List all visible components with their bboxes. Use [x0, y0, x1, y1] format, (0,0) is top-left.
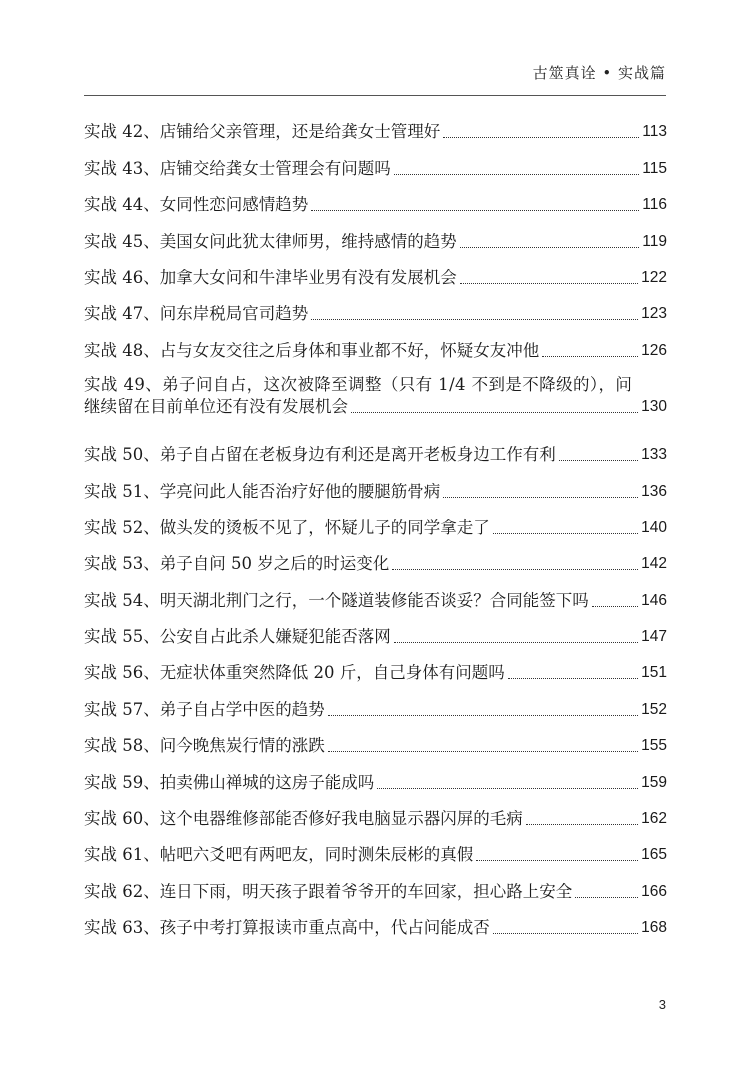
toc-entry-page: 119: [642, 232, 667, 250]
header-divider: [84, 95, 666, 96]
dot-leader: [592, 606, 638, 607]
dot-leader: [460, 247, 640, 248]
dot-leader: [493, 933, 638, 934]
toc-entry-page: 113: [642, 123, 667, 141]
toc-entry-page: 155: [641, 737, 667, 755]
toc-entry-page: 115: [642, 159, 667, 177]
page-number: 3: [658, 997, 666, 1012]
dot-leader: [311, 210, 639, 211]
toc-entry-title: 实战 61、帖吧六爻吧有两吧友，同时测朱辰彬的真假: [84, 845, 474, 865]
toc-entry-page: 142: [641, 555, 667, 573]
toc-entry[interactable]: [84, 763, 667, 799]
toc-entry-page: 152: [641, 700, 667, 718]
toc-entry-title: 实战 58、问今晚焦炭行情的涨跌: [84, 736, 325, 756]
toc-entry-title: 实战 55、公安自占此杀人嫌疑犯能否落网: [84, 627, 391, 647]
toc-entry[interactable]: [84, 436, 667, 472]
toc-entry[interactable]: [84, 149, 667, 185]
toc-entry-page: 123: [641, 305, 667, 323]
dot-leader: [394, 174, 640, 175]
toc-entry-title-line1: 实战 49、弟子问自占，这次被降至调整（只有 1/4 不到是不降级的），问: [84, 374, 633, 394]
toc-entry[interactable]: [84, 295, 667, 331]
toc-entry-page: 165: [641, 846, 667, 864]
dot-leader: [394, 642, 638, 643]
toc-entry[interactable]: [84, 472, 667, 508]
toc-entry-title: 实战 50、弟子自占留在老板身边有利还是离开老板身边工作有利: [84, 445, 556, 465]
toc-entry[interactable]: [84, 618, 667, 654]
toc-entry-page: 151: [641, 664, 667, 682]
toc-entry-title: 实战 57、弟子自占学中医的趋势: [84, 699, 325, 719]
toc-entry-title: 实战 46、加拿大女问和牛津毕业男有没有发展机会: [84, 267, 457, 287]
toc-entry-title: 实战 45、美国女问此犹太律师男，维持感情的趋势: [84, 231, 457, 251]
dot-leader: [575, 897, 638, 898]
toc-entry-page: 166: [641, 882, 667, 900]
toc-entry[interactable]: [84, 800, 667, 836]
toc-entry[interactable]: [84, 331, 667, 367]
toc-entry-page: 116: [642, 196, 667, 214]
toc-entry-page: 159: [641, 773, 667, 791]
toc-entry[interactable]: [84, 581, 667, 617]
toc-entry-title: 实战 52、做头发的烫板不见了，怀疑儿子的同学拿走了: [84, 517, 490, 537]
toc-entry-title: 实战 63、孩子中考打算报读市重点高中，代占问能成否: [84, 918, 490, 938]
dot-leader: [377, 788, 638, 789]
toc-entry[interactable]: [84, 836, 667, 872]
toc-entry-page: 162: [641, 810, 667, 828]
toc-entry-title: 实战 62、连日下雨，明天孩子跟着爷爷开的车回家，担心路上安全: [84, 881, 573, 901]
toc-entry-page: 136: [641, 482, 667, 500]
toc-entry[interactable]: [84, 545, 667, 581]
dot-leader: [460, 283, 638, 284]
toc-entry[interactable]: [84, 690, 667, 726]
toc-entry-title: 实战 53、弟子自问 50 岁之后的时运变化: [84, 554, 390, 574]
toc-entry-page: 122: [641, 268, 667, 286]
dot-leader: [351, 412, 638, 413]
toc-entry[interactable]: [84, 909, 667, 945]
toc-entry-title: 实战 42、店铺给父亲管理，还是给龚女士管理好: [84, 122, 441, 142]
dot-leader: [443, 137, 639, 138]
dot-leader: [311, 319, 638, 320]
toc-entry-title: 实战 43、店铺交给龚女士管理会有问题吗: [84, 158, 391, 178]
toc-entry-title: 实战 51、学亮问此人能否治疗好他的腰腿筋骨病: [84, 481, 441, 501]
dot-leader: [526, 824, 638, 825]
toc-entry-title: 实战 54、明天湖北荆门之行，一个隧道装修能否谈妥？合同能签下吗: [84, 590, 589, 610]
toc-entry-title-line2: 继续留在目前单位还有没有发展机会: [84, 396, 348, 416]
toc-entry-title: 实战 47、问东岸税局官司趋势: [84, 304, 309, 324]
toc-entry-page: 146: [641, 591, 667, 609]
toc-entry[interactable]: [84, 654, 667, 690]
dot-leader: [542, 356, 638, 357]
dot-leader: [443, 497, 638, 498]
toc-entry-title: 实战 59、拍卖佛山禅城的这房子能成吗: [84, 772, 375, 792]
toc-entry[interactable]: [84, 368, 667, 436]
dot-leader: [476, 860, 638, 861]
toc-entry[interactable]: [84, 259, 667, 295]
dot-leader: [392, 569, 638, 570]
toc-entry-title: 实战 56、无症状体重突然降低 20 斤，自己身体有问题吗: [84, 663, 505, 683]
toc-entry-title: 实战 60、这个电器维修部能否修好我电脑显示器闪屏的毛病: [84, 809, 523, 829]
toc-entry[interactable]: [84, 222, 667, 258]
dot-leader: [508, 678, 638, 679]
toc-entry[interactable]: [84, 186, 667, 222]
toc-entry[interactable]: [84, 872, 667, 908]
toc-entry[interactable]: [84, 727, 667, 763]
dot-leader: [328, 715, 638, 716]
dot-leader: [328, 751, 638, 752]
dot-leader: [493, 533, 638, 534]
toc-entry-page: 126: [641, 341, 667, 359]
toc-entry[interactable]: [84, 509, 667, 545]
toc-entry-title: 实战 48、占与女友交往之后身体和事业都不好，怀疑女友冲他: [84, 340, 540, 360]
toc-entry-page: 168: [641, 919, 667, 937]
running-header: 古筮真诠 • 实战篇: [532, 64, 666, 82]
toc-entry-page: 133: [641, 446, 667, 464]
toc-entry-page: 147: [641, 628, 667, 646]
dot-leader: [559, 460, 638, 461]
toc-entry-page: 130: [641, 397, 667, 415]
table-of-contents: [84, 113, 667, 945]
toc-entry[interactable]: [84, 113, 667, 149]
toc-entry-title: 实战 44、女同性恋问感情趋势: [84, 195, 309, 215]
toc-entry-page: 140: [641, 518, 667, 536]
